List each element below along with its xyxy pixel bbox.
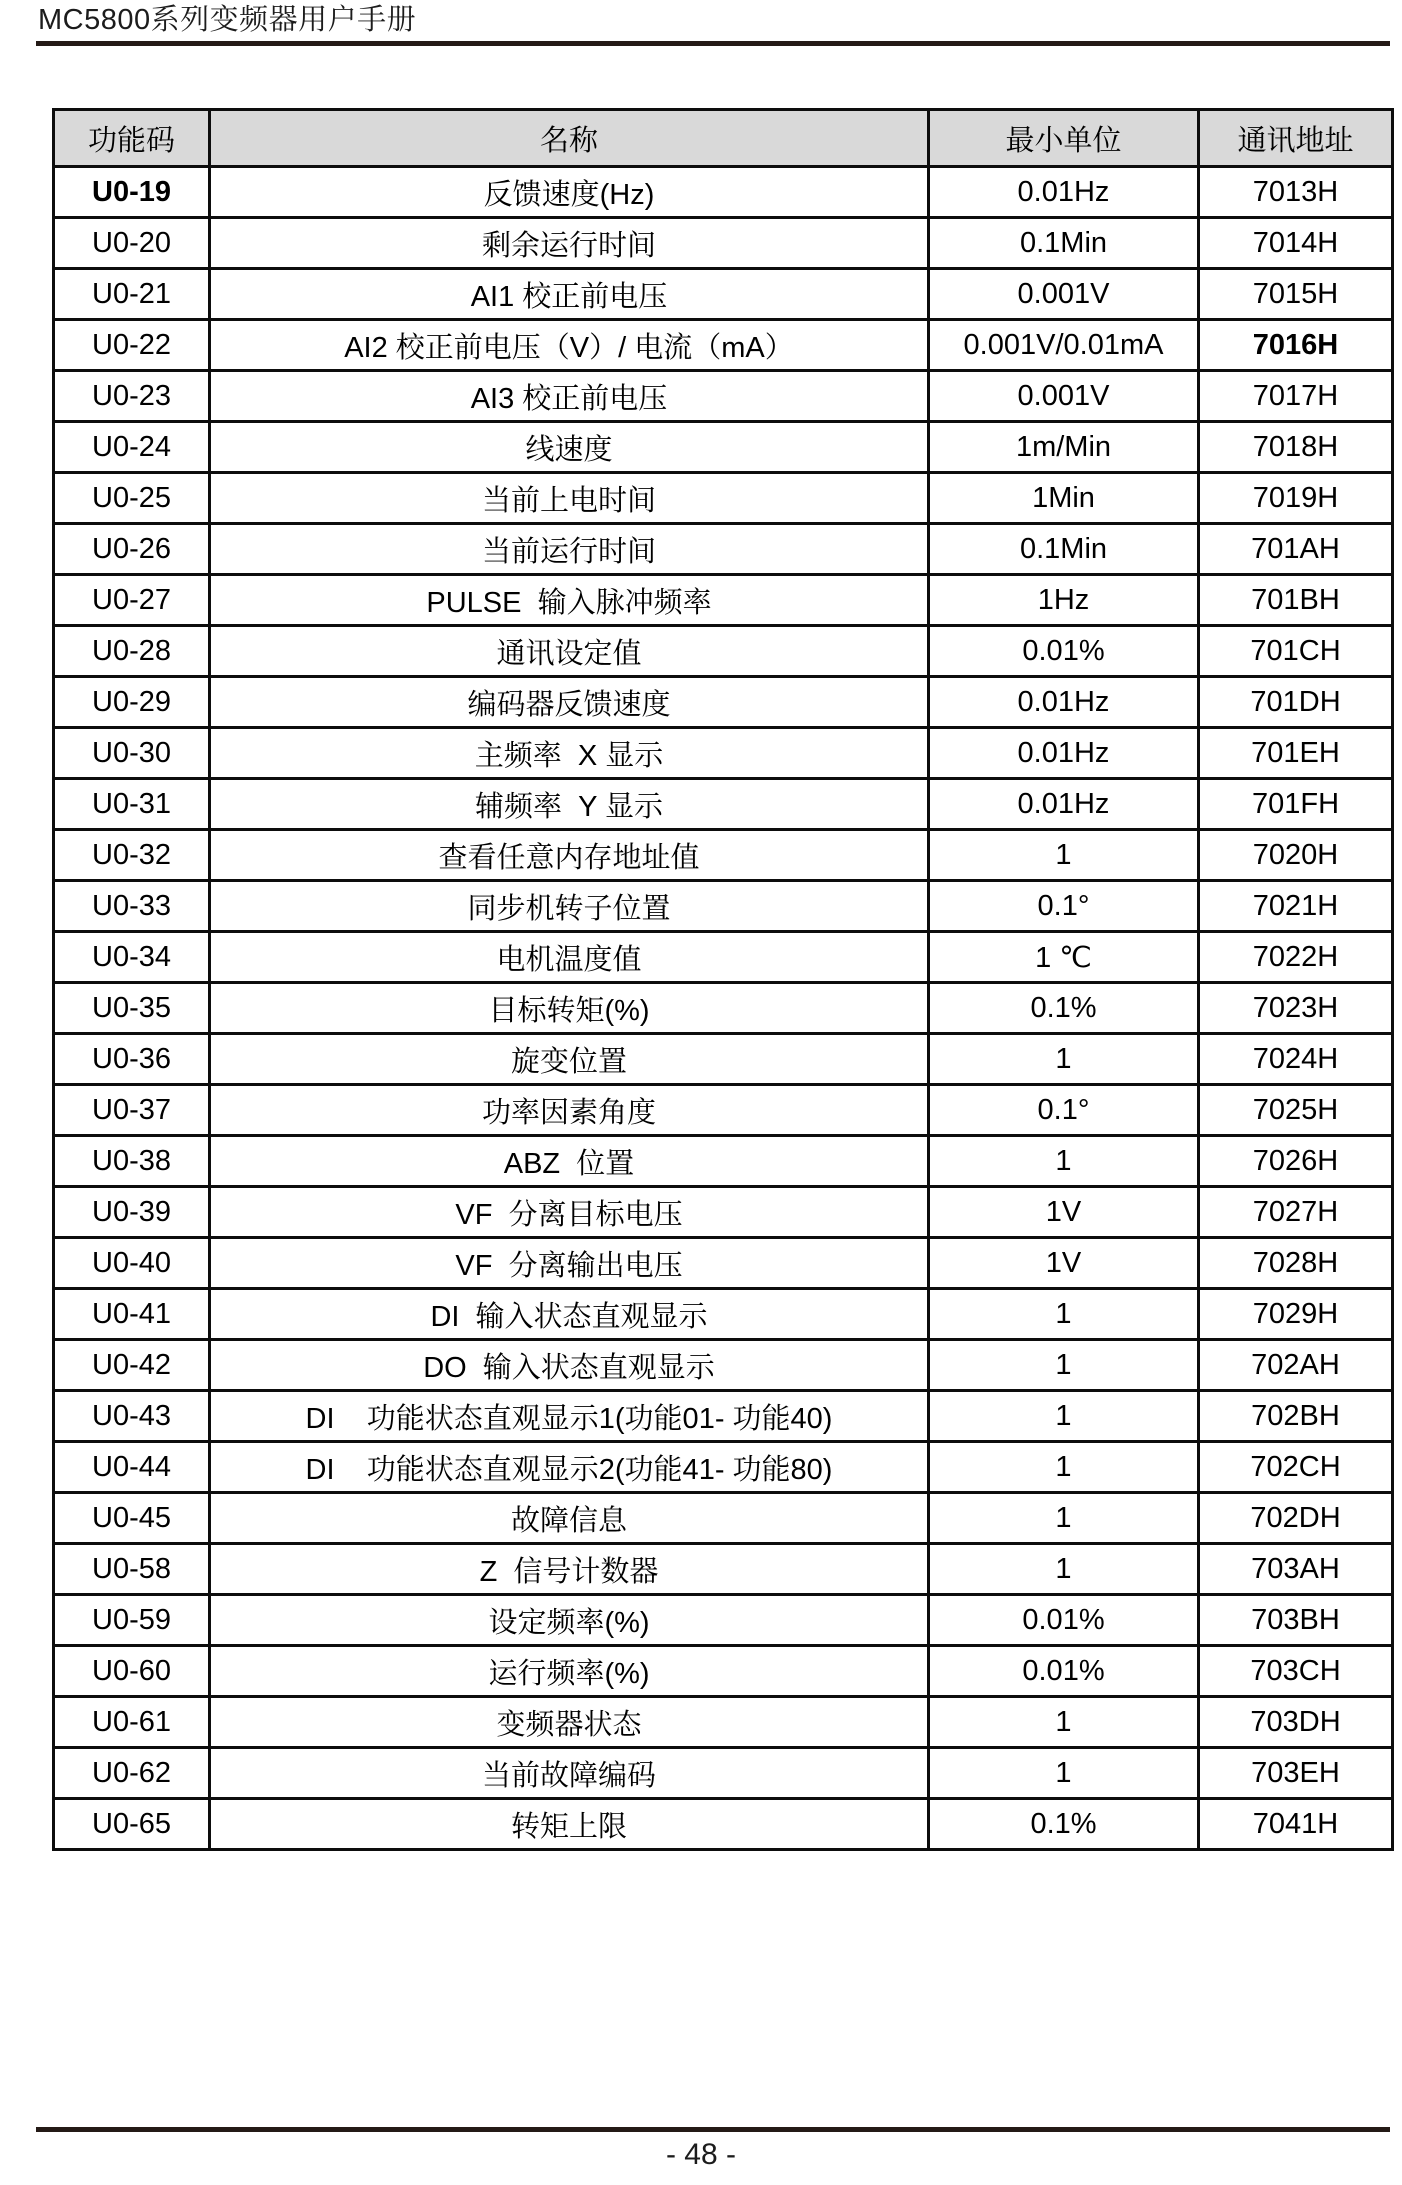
- cell-comm-address: 702BH: [1199, 1391, 1393, 1442]
- cell-name: VF 分离输出电压: [210, 1238, 929, 1289]
- cell-min-unit: 1: [929, 830, 1199, 881]
- cell-function-code: U0-20: [54, 218, 210, 269]
- cell-name: 转矩上限: [210, 1799, 929, 1850]
- cell-min-unit: 0.01Hz: [929, 779, 1199, 830]
- table-row: [54, 1187, 1393, 1238]
- cell-min-unit: 0.01%: [929, 1595, 1199, 1646]
- cell-min-unit: 1: [929, 1493, 1199, 1544]
- cell-function-code: U0-34: [54, 932, 210, 983]
- cell-name: 主频率 X 显示: [210, 728, 929, 779]
- cell-comm-address: 703BH: [1199, 1595, 1393, 1646]
- cell-function-code: U0-65: [54, 1799, 210, 1850]
- cell-min-unit: 0.01Hz: [929, 167, 1199, 218]
- column-header-name: 名称: [210, 110, 929, 167]
- cell-min-unit: 0.1Min: [929, 524, 1199, 575]
- cell-function-code: U0-21: [54, 269, 210, 320]
- cell-function-code: U0-22: [54, 320, 210, 371]
- cell-comm-address: 701DH: [1199, 677, 1393, 728]
- cell-min-unit: 0.01Hz: [929, 728, 1199, 779]
- cell-name: 功率因素角度: [210, 1085, 929, 1136]
- cell-name: 通讯设定值: [210, 626, 929, 677]
- cell-name: AI3 校正前电压: [210, 371, 929, 422]
- cell-min-unit: 0.1°: [929, 881, 1199, 932]
- cell-name: 当前运行时间: [210, 524, 929, 575]
- cell-name: DI 输入状态直观显示: [210, 1289, 929, 1340]
- cell-name: DI 功能状态直观显示2(功能41- 功能80): [210, 1442, 929, 1493]
- table-row: [54, 626, 1393, 677]
- function-table-body: [54, 167, 1393, 1850]
- cell-function-code: U0-32: [54, 830, 210, 881]
- cell-comm-address: 7018H: [1199, 422, 1393, 473]
- column-header-comm-address: 通讯地址: [1199, 110, 1393, 167]
- cell-comm-address: 7025H: [1199, 1085, 1393, 1136]
- cell-function-code: U0-26: [54, 524, 210, 575]
- table-row: [54, 1748, 1393, 1799]
- cell-comm-address: 701AH: [1199, 524, 1393, 575]
- cell-name: ABZ 位置: [210, 1136, 929, 1187]
- cell-name: 当前上电时间: [210, 473, 929, 524]
- page-number: - 48 -: [665, 2138, 737, 2171]
- column-header-function-code: 功能码: [54, 110, 210, 167]
- cell-comm-address: 7026H: [1199, 1136, 1393, 1187]
- cell-comm-address: 7024H: [1199, 1034, 1393, 1085]
- cell-name: 设定频率(%): [210, 1595, 929, 1646]
- cell-name: 电机温度值: [210, 932, 929, 983]
- page-title: MC5800系列变频器用户手册: [38, 4, 417, 36]
- table-row: [54, 1085, 1393, 1136]
- cell-comm-address: 7029H: [1199, 1289, 1393, 1340]
- cell-name: 编码器反馈速度: [210, 677, 929, 728]
- cell-min-unit: 0.01Hz: [929, 677, 1199, 728]
- table-header-row: [54, 110, 1393, 167]
- cell-min-unit: 1m/Min: [929, 422, 1199, 473]
- table-row: [54, 779, 1393, 830]
- cell-name: PULSE 输入脉冲频率: [210, 575, 929, 626]
- cell-comm-address: 7019H: [1199, 473, 1393, 524]
- table-row: [54, 320, 1393, 371]
- cell-name: 辅频率 Y 显示: [210, 779, 929, 830]
- cell-function-code: U0-33: [54, 881, 210, 932]
- cell-min-unit: 1V: [929, 1187, 1199, 1238]
- table-row: [54, 1646, 1393, 1697]
- cell-comm-address: 7041H: [1199, 1799, 1393, 1850]
- cell-comm-address: 701BH: [1199, 575, 1393, 626]
- cell-function-code: U0-35: [54, 983, 210, 1034]
- table-row: [54, 1697, 1393, 1748]
- cell-comm-address: 701EH: [1199, 728, 1393, 779]
- cell-name: VF 分离目标电压: [210, 1187, 929, 1238]
- cell-function-code: U0-44: [54, 1442, 210, 1493]
- table-row: [54, 575, 1393, 626]
- cell-comm-address: 7023H: [1199, 983, 1393, 1034]
- cell-name: 故障信息: [210, 1493, 929, 1544]
- cell-name: AI2 校正前电压（V）/ 电流（mA）: [210, 320, 929, 371]
- cell-min-unit: 0.001V: [929, 269, 1199, 320]
- cell-comm-address: 702CH: [1199, 1442, 1393, 1493]
- cell-min-unit: 1: [929, 1136, 1199, 1187]
- cell-function-code: U0-25: [54, 473, 210, 524]
- cell-function-code: U0-41: [54, 1289, 210, 1340]
- cell-comm-address: 7014H: [1199, 218, 1393, 269]
- table-row: [54, 1544, 1393, 1595]
- table-row: [54, 269, 1393, 320]
- cell-function-code: U0-42: [54, 1340, 210, 1391]
- table-row: [54, 1595, 1393, 1646]
- cell-comm-address: 7015H: [1199, 269, 1393, 320]
- cell-min-unit: 1 ℃: [929, 932, 1199, 983]
- table-row: [54, 830, 1393, 881]
- cell-function-code: U0-29: [54, 677, 210, 728]
- cell-comm-address: 7022H: [1199, 932, 1393, 983]
- cell-function-code: U0-36: [54, 1034, 210, 1085]
- table-row: [54, 524, 1393, 575]
- cell-name: 运行频率(%): [210, 1646, 929, 1697]
- table-row: [54, 1136, 1393, 1187]
- cell-function-code: U0-28: [54, 626, 210, 677]
- table-row: [54, 932, 1393, 983]
- cell-function-code: U0-45: [54, 1493, 210, 1544]
- footer-divider: [36, 2127, 1390, 2132]
- cell-comm-address: 7020H: [1199, 830, 1393, 881]
- cell-name: 查看任意内存地址值: [210, 830, 929, 881]
- cell-name: 剩余运行时间: [210, 218, 929, 269]
- cell-name: AI1 校正前电压: [210, 269, 929, 320]
- cell-min-unit: 1: [929, 1289, 1199, 1340]
- table-row: [54, 1799, 1393, 1850]
- cell-min-unit: 1: [929, 1034, 1199, 1085]
- cell-comm-address: 702AH: [1199, 1340, 1393, 1391]
- table-row: [54, 1340, 1393, 1391]
- cell-min-unit: 0.001V/0.01mA: [929, 320, 1199, 371]
- cell-function-code: U0-19: [54, 167, 210, 218]
- cell-comm-address: 7017H: [1199, 371, 1393, 422]
- cell-comm-address: 7028H: [1199, 1238, 1393, 1289]
- table-row: [54, 881, 1393, 932]
- cell-function-code: U0-59: [54, 1595, 210, 1646]
- cell-min-unit: 0.1%: [929, 1799, 1199, 1850]
- cell-comm-address: 7013H: [1199, 167, 1393, 218]
- cell-min-unit: 1: [929, 1748, 1199, 1799]
- cell-min-unit: 0.1Min: [929, 218, 1199, 269]
- table-row: [54, 473, 1393, 524]
- cell-function-code: U0-31: [54, 779, 210, 830]
- table-row: [54, 1238, 1393, 1289]
- cell-name: 旋变位置: [210, 1034, 929, 1085]
- cell-function-code: U0-60: [54, 1646, 210, 1697]
- cell-comm-address: 703AH: [1199, 1544, 1393, 1595]
- cell-min-unit: 0.01%: [929, 626, 1199, 677]
- cell-comm-address: 703CH: [1199, 1646, 1393, 1697]
- table-row: [54, 167, 1393, 218]
- cell-name: 反馈速度(Hz): [210, 167, 929, 218]
- cell-min-unit: 1V: [929, 1238, 1199, 1289]
- cell-name: DO 输入状态直观显示: [210, 1340, 929, 1391]
- cell-comm-address: 703EH: [1199, 1748, 1393, 1799]
- cell-comm-address: 7027H: [1199, 1187, 1393, 1238]
- cell-function-code: U0-43: [54, 1391, 210, 1442]
- cell-min-unit: 1: [929, 1442, 1199, 1493]
- cell-function-code: U0-23: [54, 371, 210, 422]
- cell-name: DI 功能状态直观显示1(功能01- 功能40): [210, 1391, 929, 1442]
- table-row: [54, 1442, 1393, 1493]
- table-row: [54, 1391, 1393, 1442]
- cell-function-code: U0-27: [54, 575, 210, 626]
- cell-min-unit: 0.01%: [929, 1646, 1199, 1697]
- cell-function-code: U0-62: [54, 1748, 210, 1799]
- table-row: [54, 983, 1393, 1034]
- cell-function-code: U0-40: [54, 1238, 210, 1289]
- header-divider: [36, 41, 1390, 46]
- cell-min-unit: 1: [929, 1340, 1199, 1391]
- table-row: [54, 371, 1393, 422]
- cell-comm-address: 703DH: [1199, 1697, 1393, 1748]
- cell-comm-address: 7016H: [1199, 320, 1393, 371]
- cell-min-unit: 0.1%: [929, 983, 1199, 1034]
- table-row: [54, 422, 1393, 473]
- table-row: [54, 1034, 1393, 1085]
- cell-name: 目标转矩(%): [210, 983, 929, 1034]
- cell-function-code: U0-38: [54, 1136, 210, 1187]
- cell-min-unit: 1: [929, 1544, 1199, 1595]
- column-header-min-unit: 最小单位: [929, 110, 1199, 167]
- table-row: [54, 677, 1393, 728]
- cell-min-unit: 1: [929, 1391, 1199, 1442]
- cell-name: 同步机转子位置: [210, 881, 929, 932]
- table-row: [54, 1493, 1393, 1544]
- cell-comm-address: 701FH: [1199, 779, 1393, 830]
- cell-min-unit: 1Min: [929, 473, 1199, 524]
- cell-function-code: U0-30: [54, 728, 210, 779]
- cell-min-unit: 1: [929, 1697, 1199, 1748]
- cell-function-code: U0-39: [54, 1187, 210, 1238]
- table-row: [54, 1289, 1393, 1340]
- cell-function-code: U0-61: [54, 1697, 210, 1748]
- function-code-table: [52, 108, 1394, 1851]
- cell-min-unit: 0.1°: [929, 1085, 1199, 1136]
- cell-min-unit: 1Hz: [929, 575, 1199, 626]
- cell-function-code: U0-58: [54, 1544, 210, 1595]
- cell-name: 当前故障编码: [210, 1748, 929, 1799]
- table-row: [54, 728, 1393, 779]
- table-row: [54, 218, 1393, 269]
- cell-min-unit: 0.001V: [929, 371, 1199, 422]
- cell-comm-address: 7021H: [1199, 881, 1393, 932]
- cell-function-code: U0-37: [54, 1085, 210, 1136]
- cell-name: 线速度: [210, 422, 929, 473]
- cell-function-code: U0-24: [54, 422, 210, 473]
- cell-name: Z 信号计数器: [210, 1544, 929, 1595]
- cell-name: 变频器状态: [210, 1697, 929, 1748]
- cell-comm-address: 701CH: [1199, 626, 1393, 677]
- cell-comm-address: 702DH: [1199, 1493, 1393, 1544]
